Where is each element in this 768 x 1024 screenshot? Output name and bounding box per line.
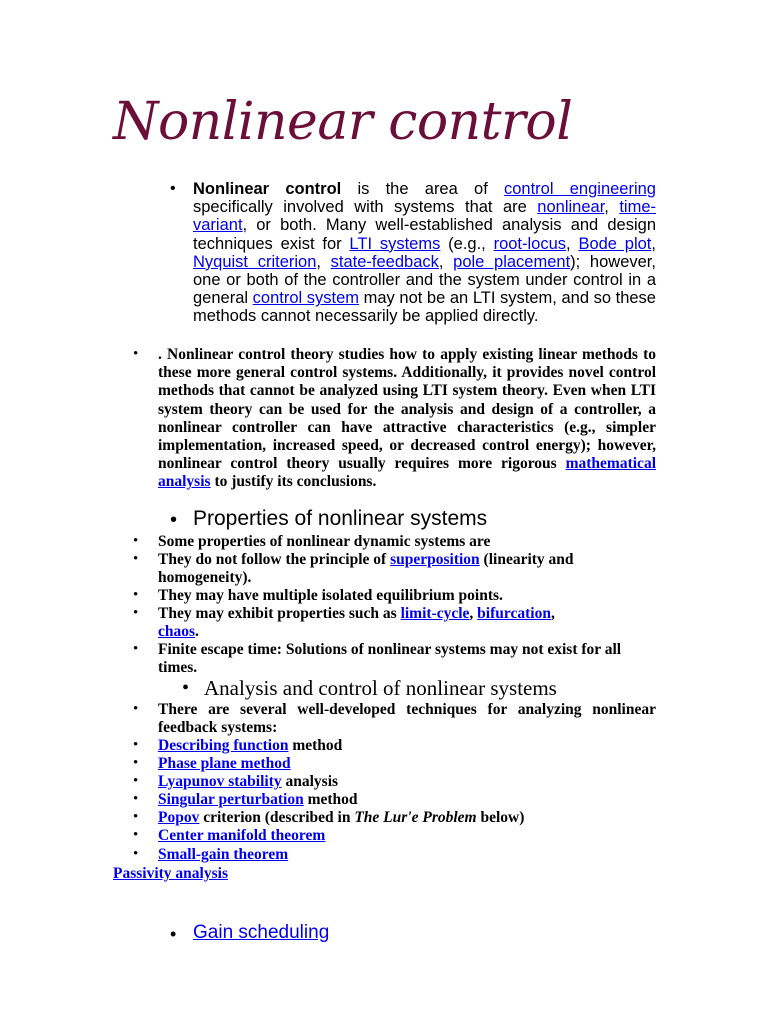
bullet-marker: • xyxy=(170,924,177,944)
intro-term: Nonlinear control xyxy=(193,180,342,198)
link-lyapunov-stability[interactable]: Lyapunov stability xyxy=(158,773,282,790)
bullet-marker: • xyxy=(170,180,176,197)
link-superposition[interactable]: superposition xyxy=(390,551,480,568)
link-popov[interactable]: Popov xyxy=(158,809,200,826)
link-control-engineering[interactable]: control engineering xyxy=(504,180,656,198)
link-passivity-analysis[interactable]: Passivity analysis xyxy=(113,865,228,882)
list-item: Singular perturbation method xyxy=(158,791,358,808)
list-item: There are several well-developed techniques for analyzing nonlinear feedback systems: xyxy=(158,701,656,737)
link-pole-placement[interactable]: pole placement xyxy=(453,252,571,271)
list-item: Popov criterion (described in The Lur'e Problem below) xyxy=(158,809,525,826)
link-lti-systems[interactable]: LTI systems xyxy=(349,234,441,253)
list-item: Finite escape time: Solutions of nonlinear systems may not exist for all times. xyxy=(158,641,622,677)
list-item: Describing function method xyxy=(158,737,343,754)
link-nonlinear[interactable]: nonlinear xyxy=(537,198,605,217)
bullet-marker: • xyxy=(133,701,139,717)
link-singular-perturbation[interactable]: Singular perturbation xyxy=(158,791,304,808)
bullet-marker: • xyxy=(133,346,139,362)
bullet-marker: • xyxy=(133,809,139,825)
bullet-marker: • xyxy=(133,791,139,807)
properties-heading: Properties of nonlinear systems xyxy=(193,507,488,530)
bullet-marker: • xyxy=(133,773,139,789)
link-time-variant[interactable]: time-variant xyxy=(193,198,656,235)
bullet-marker: • xyxy=(133,641,139,657)
link-bode-plot[interactable]: Bode plot xyxy=(578,234,652,253)
list-item xyxy=(158,846,656,864)
bullet-marker: • xyxy=(170,509,178,531)
bullet-marker: • xyxy=(182,677,190,699)
link-phase-plane-method[interactable]: Phase plane method xyxy=(158,755,291,772)
link-gain-scheduling[interactable]: Gain scheduling xyxy=(193,922,330,943)
emphasis-lure-problem: The Lur'e Problem xyxy=(354,809,477,826)
link-bifurcation[interactable]: bifurcation xyxy=(477,605,551,622)
bullet-marker: • xyxy=(133,587,139,603)
link-center-manifold-theorem[interactable]: Center manifold theorem xyxy=(158,827,326,844)
list-item: They do not follow the principle of superposition (linearity and homogeneity). xyxy=(158,551,574,587)
bullet-marker: • xyxy=(133,827,139,843)
list-item xyxy=(158,755,656,773)
analysis-heading: Analysis and control of nonlinear systems xyxy=(204,676,557,700)
list-item xyxy=(158,827,656,845)
bullet-marker: • xyxy=(133,737,139,753)
bullet-marker: • xyxy=(133,551,139,567)
link-control-system[interactable]: control system xyxy=(252,289,360,308)
bullet-marker: • xyxy=(133,533,139,549)
list-item: They may have multiple isolated equilibrium points. xyxy=(158,587,503,604)
bullet-marker: • xyxy=(133,755,139,771)
link-state-feedback[interactable]: state-feedback xyxy=(330,252,439,271)
link-chaos[interactable]: chaos xyxy=(158,623,196,641)
link-limit-cycle[interactable]: limit-cycle xyxy=(400,605,470,622)
link-mathematical-analysis[interactable]: mathematical analysis xyxy=(158,455,656,491)
link-root-locus[interactable]: root-locus xyxy=(493,234,567,253)
bullet-marker: • xyxy=(133,605,139,621)
intro-paragraph: Nonlinear control is the area of control engineering specifically involved with systems that are nonlinear, time-variant, or both. Many well-established analysis and design techniques exist for LTI systems (e.g., root-locus, Bode plot, Nyquist criterion, state-feedback, pole placement); however, one or both of the controller and the system under control in a general control system may not be an LTI system, and so these methods cannot necessarily be applied directly. xyxy=(193,180,656,326)
list-item: They may exhibit properties such as limit-cycle, bifurcation, chaos. xyxy=(158,605,555,641)
link-describing-function[interactable]: Describing function xyxy=(158,737,289,754)
bullet-marker: • xyxy=(133,846,139,862)
link-small-gain-theorem[interactable]: Small-gain theorem xyxy=(158,846,289,863)
theory-paragraph: . Nonlinear control theory studies how to apply existing linear methods to these more general control systems. Additionally, it provides novel control methods that cannot be analyzed using LTI system theory. Even when LTI system theory can be used for the analysis and design of a controller, a nonlinear controller can have attractive characteristics (e.g., simpler implementation, increased speed, or decreased control energy); however, nonlinear control theory usually requires more rigorous mathematical analysis to justify its conclusions. xyxy=(158,346,656,491)
list-item: Lyapunov stability analysis xyxy=(158,773,339,790)
page-title: Nonlinear control xyxy=(113,92,573,152)
link-nyquist-criterion[interactable]: Nyquist criterion xyxy=(193,252,317,271)
list-item: Some properties of nonlinear dynamic systems are xyxy=(158,533,491,550)
